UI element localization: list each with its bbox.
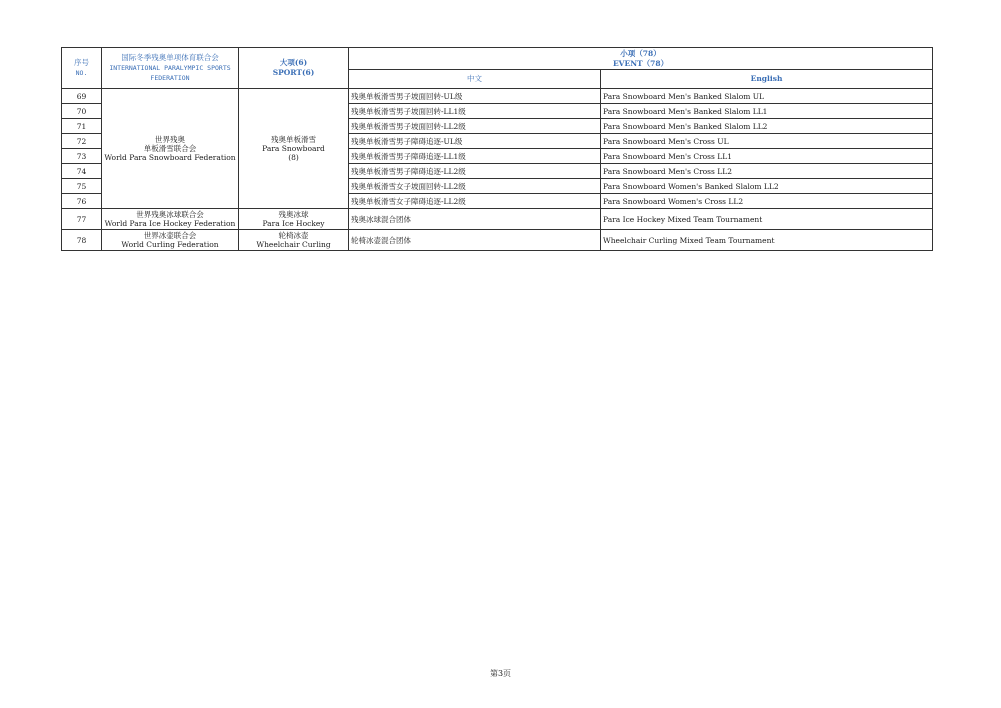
header-event-cn: 小项（78） xyxy=(620,48,661,58)
header-no-en: NO. xyxy=(75,69,88,77)
header-federation xyxy=(102,48,239,89)
sport-cell xyxy=(239,230,349,251)
federation-en: World Para Snowboard Federation xyxy=(104,153,236,162)
sport-cn: 残奥冰球 xyxy=(278,210,309,219)
federation-cn-1: 世界残奥 xyxy=(155,135,185,144)
federation-cn: 世界残奥冰球联合会 xyxy=(136,210,204,219)
event-cn: 残奥单板滑雪女子障碍追逐-LL2级 xyxy=(349,194,601,209)
header-sport-cn: 大项(6) xyxy=(279,58,308,67)
event-en: Para Snowboard Men's Cross LL1 xyxy=(601,149,933,164)
event-cn: 残奥单板滑雪男子障碍追逐-LL2级 xyxy=(349,164,601,179)
header-row xyxy=(62,48,933,70)
event-en: Para Snowboard Men's Banked Slalom UL xyxy=(601,89,933,104)
federation-cn: 世界冰壶联合会 xyxy=(143,231,197,240)
event-en: Para Snowboard Men's Banked Slalom LL2 xyxy=(601,119,933,134)
federation-en: World Para Ice Hockey Federation xyxy=(104,219,236,228)
event-en: Wheelchair Curling Mixed Team Tournament xyxy=(601,230,933,251)
sport-en: Wheelchair Curling xyxy=(256,240,331,249)
header-no xyxy=(62,48,102,89)
header-col-en: English xyxy=(601,70,933,89)
sport-cell xyxy=(239,209,349,230)
sport-en: Para Ice Hockey xyxy=(262,219,325,228)
event-cn: 轮椅冰壶混合团体 xyxy=(349,230,601,251)
sport-en: Para Snowboard xyxy=(262,144,325,153)
event-en: Para Snowboard Men's Cross LL2 xyxy=(601,164,933,179)
federation-cell xyxy=(102,209,239,230)
sport-count: (8) xyxy=(288,153,299,162)
header-federation-cn: 国际冬季残奥单项体育联合会 xyxy=(121,53,219,62)
row-no: 73 xyxy=(62,149,102,164)
table-row xyxy=(62,230,933,251)
event-cn: 残奥单板滑雪男子障碍追逐-UL级 xyxy=(349,134,601,149)
events-table xyxy=(61,47,933,251)
event-en: Para Ice Hockey Mixed Team Tournament xyxy=(601,209,933,230)
sport-cn: 残奥单板滑雪 xyxy=(271,135,316,144)
event-cn: 残奥单板滑雪女子坡面回转-LL2级 xyxy=(349,179,601,194)
row-no: 78 xyxy=(62,230,102,251)
event-en: Para Snowboard Men's Cross UL xyxy=(601,134,933,149)
federation-cn-2: 单板滑雪联合会 xyxy=(143,144,197,153)
header-sport-en: SPORT(6) xyxy=(272,68,315,77)
page-number: 第3页 xyxy=(489,669,512,678)
header-sport xyxy=(239,48,349,89)
event-cn: 残奥冰球混合团体 xyxy=(349,209,601,230)
row-no: 70 xyxy=(62,104,102,119)
federation-cell xyxy=(102,89,239,209)
header-no-cn: 序号 xyxy=(74,58,89,67)
row-no: 72 xyxy=(62,134,102,149)
event-cn: 残奥单板滑雪男子坡面回转-LL2级 xyxy=(349,119,601,134)
row-no: 77 xyxy=(62,209,102,230)
row-no: 69 xyxy=(62,89,102,104)
row-no: 76 xyxy=(62,194,102,209)
header-event-en: EVENT（78） xyxy=(612,58,669,68)
row-no: 71 xyxy=(62,119,102,134)
sport-cell xyxy=(239,89,349,209)
event-en: Para Snowboard Women's Banked Slalom LL2 xyxy=(601,179,933,194)
sport-cn: 轮椅冰壶 xyxy=(278,231,309,240)
event-cn: 残奥单板滑雪男子坡面回转-UL级 xyxy=(349,89,601,104)
header-col-cn: 中文 xyxy=(349,70,601,89)
event-cn: 残奥单板滑雪男子障碍追逐-LL1级 xyxy=(349,149,601,164)
header-event xyxy=(349,48,933,70)
header-federation-en-2: FEDERATION xyxy=(150,74,190,82)
event-en: Para Snowboard Women's Cross LL2 xyxy=(601,194,933,209)
table-row xyxy=(62,209,933,230)
table-row xyxy=(62,89,933,104)
event-en: Para Snowboard Men's Banked Slalom LL1 xyxy=(601,104,933,119)
federation-en: World Curling Federation xyxy=(121,240,219,249)
row-no: 75 xyxy=(62,179,102,194)
federation-cell xyxy=(102,230,239,251)
event-cn: 残奥单板滑雪男子坡面回转-LL1级 xyxy=(349,104,601,119)
header-federation-en-1: INTERNATIONAL PARALYMPIC SPORTS xyxy=(109,64,231,72)
row-no: 74 xyxy=(62,164,102,179)
